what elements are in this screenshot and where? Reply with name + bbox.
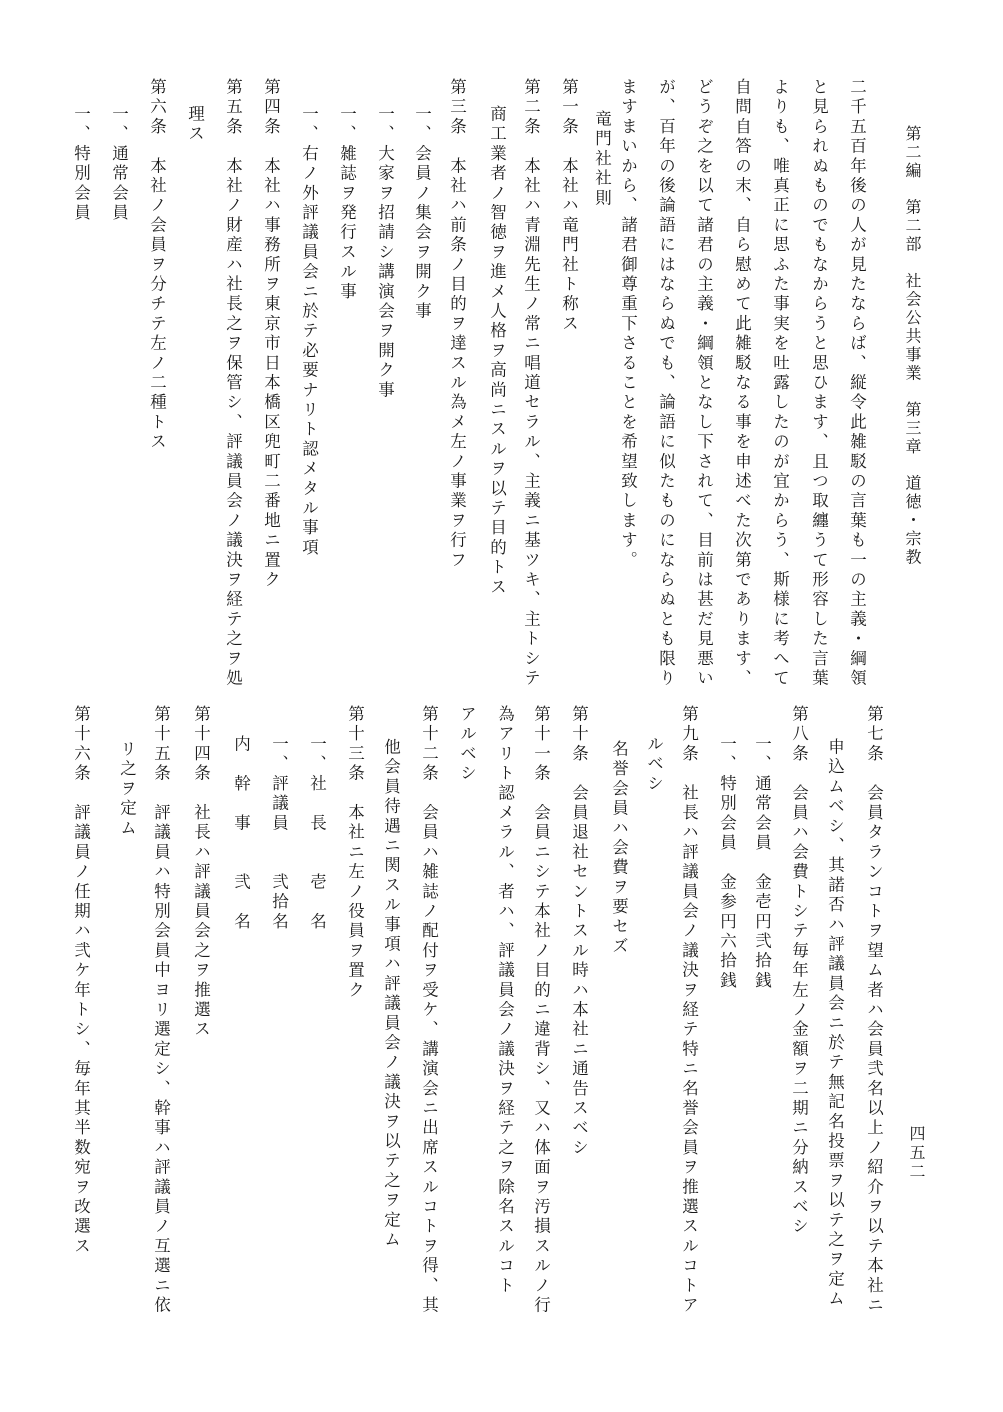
article-1: 第一条 本社ハ竜門社ト称ス	[559, 78, 579, 335]
article-11: 第十一条 会員ニシテ本社ノ目的ニ違背シ、又ハ体面ヲ汚損スルノ行	[531, 705, 551, 1316]
essay-line: ますまいから、諸君御尊重下さることを希望致します。	[618, 78, 638, 571]
article-2: 第二条 本社ハ青淵先生ノ常ニ唱道セラル、主義ニ基ツキ、主トシテ	[521, 78, 541, 689]
article-5: 第五条 本社ノ財産ハ社長之ヲ保管シ、評議員会ノ議決ヲ経テ之ヲ処	[223, 78, 243, 689]
article-8-item: 一、通常会員 金壱円弐拾銭	[752, 735, 772, 992]
article-10: 第十条 会員退社セントスル時ハ本社ニ通告スベシ	[569, 705, 589, 1159]
running-header: 第二編 第二部 社会公共事業 第三章 道徳・宗教	[903, 125, 922, 567]
essay-line: 二千五百年後の人が見たならば、縦令此雑駁の言葉も一の主義・綱領	[847, 78, 867, 689]
essay-line: 自問自答の末、自ら慰めて此雑駁なる事を申述べた次第であります、	[732, 78, 752, 689]
article-13: 第十三条 本社ニ左ノ役員ヲ置ク	[345, 705, 365, 1001]
article-8: 第八条 会員ハ会費トシテ毎年左ノ金額ヲ二期ニ分納スベシ	[789, 705, 809, 1237]
article-6-item: 一、特別会員	[71, 105, 91, 224]
article-8-item: 一、特別会員 金参円六拾銭	[717, 735, 737, 992]
article-3-item: 一、右ノ外評議員会ニ於テ必要ナリト認メタル事項	[299, 105, 319, 559]
article-11-cont: アルベシ	[457, 705, 477, 784]
article-3-item: 一、雑誌ヲ発行スル事	[337, 105, 357, 302]
article-5-cont: 理ス	[185, 105, 205, 145]
article-7: 第七条 会員タランコトヲ望ム者ハ会員弐名以上ノ紹介ヲ以テ本社ニ	[864, 705, 884, 1316]
essay-line: どうぞ之を以て諸君の主義・綱領となし下されて、目前は甚だ見悪い	[694, 78, 714, 689]
article-3-item: 一、大家ヲ招請シ講演会ヲ開ク事	[375, 105, 395, 401]
article-4: 第四条 本社ハ事務所ヲ東京市日本橋区兜町二番地ニ置ク	[261, 78, 281, 591]
essay-line: が、百年の後論語にはならぬでも、論語に似たものにならぬとも限り	[656, 78, 676, 689]
essay-line: と見られぬものでもなからうと思ひます、且つ取纏うて形容した言葉	[809, 78, 829, 689]
article-9-note: 名誉会員ハ会費ヲ要セズ	[609, 740, 629, 957]
article-15-cont: リ之ヲ定ム	[117, 740, 137, 839]
article-13-item: 一、評議員 弐拾名	[269, 735, 289, 932]
article-3-item: 一、会員ノ集会ヲ開ク事	[412, 105, 432, 322]
article-12: 第十二条 会員ハ雑誌ノ配付ヲ受ケ、講演会ニ出席スルコトヲ得、其	[419, 705, 439, 1316]
article-6-item: 一、通常会員	[109, 105, 129, 224]
article-9-cont: ルベシ	[644, 735, 664, 795]
article-13-item: 内 幹 事 弐 名	[231, 735, 251, 932]
article-13-item: 一、社 長 壱 名	[307, 735, 327, 932]
article-11-cont: 為アリト認メラル、者ハ、評議員会ノ議決ヲ経テ之ヲ除名スルコト	[495, 705, 515, 1296]
article-16: 第十六条 評議員ノ任期ハ弐ケ年トシ、毎年其半数宛ヲ改選ス	[71, 705, 91, 1257]
article-12-cont: 他会員待遇ニ関スル事項ハ評議員会ノ議決ヲ以テ之ヲ定ム	[381, 738, 401, 1251]
essay-line: よりも、唯真正に思ふた事実を吐露したのが宜からう、斯様に考へて	[770, 78, 790, 689]
article-7-cont: 申込ムベシ、其諾否ハ評議員会ニ於テ無記名投票ヲ以テ之ヲ定ム	[825, 738, 845, 1310]
rules-title: 竜門社社則	[592, 110, 612, 209]
article-6: 第六条 本社ノ会員ヲ分チテ左ノ二種トス	[147, 78, 167, 453]
article-14: 第十四条 社長ハ評議員会之ヲ推選ス	[191, 705, 211, 1040]
article-3: 第三条 本社ハ前条ノ目的ヲ達スル為メ左ノ事業ヲ行フ	[447, 78, 467, 571]
article-2-cont: 商工業者ノ智徳ヲ進メ人格ヲ高尚ニスルヲ以テ目的トス	[487, 105, 507, 598]
article-15: 第十五条 評議員ハ特別会員中ヨリ選定シ、幹事ハ評議員ノ互選ニ依	[151, 705, 171, 1316]
article-9: 第九条 社長ハ評議員会ノ議決ヲ経テ特ニ名誉会員ヲ推選スルコトア	[679, 705, 699, 1316]
page-number: 四五二	[907, 1125, 926, 1182]
